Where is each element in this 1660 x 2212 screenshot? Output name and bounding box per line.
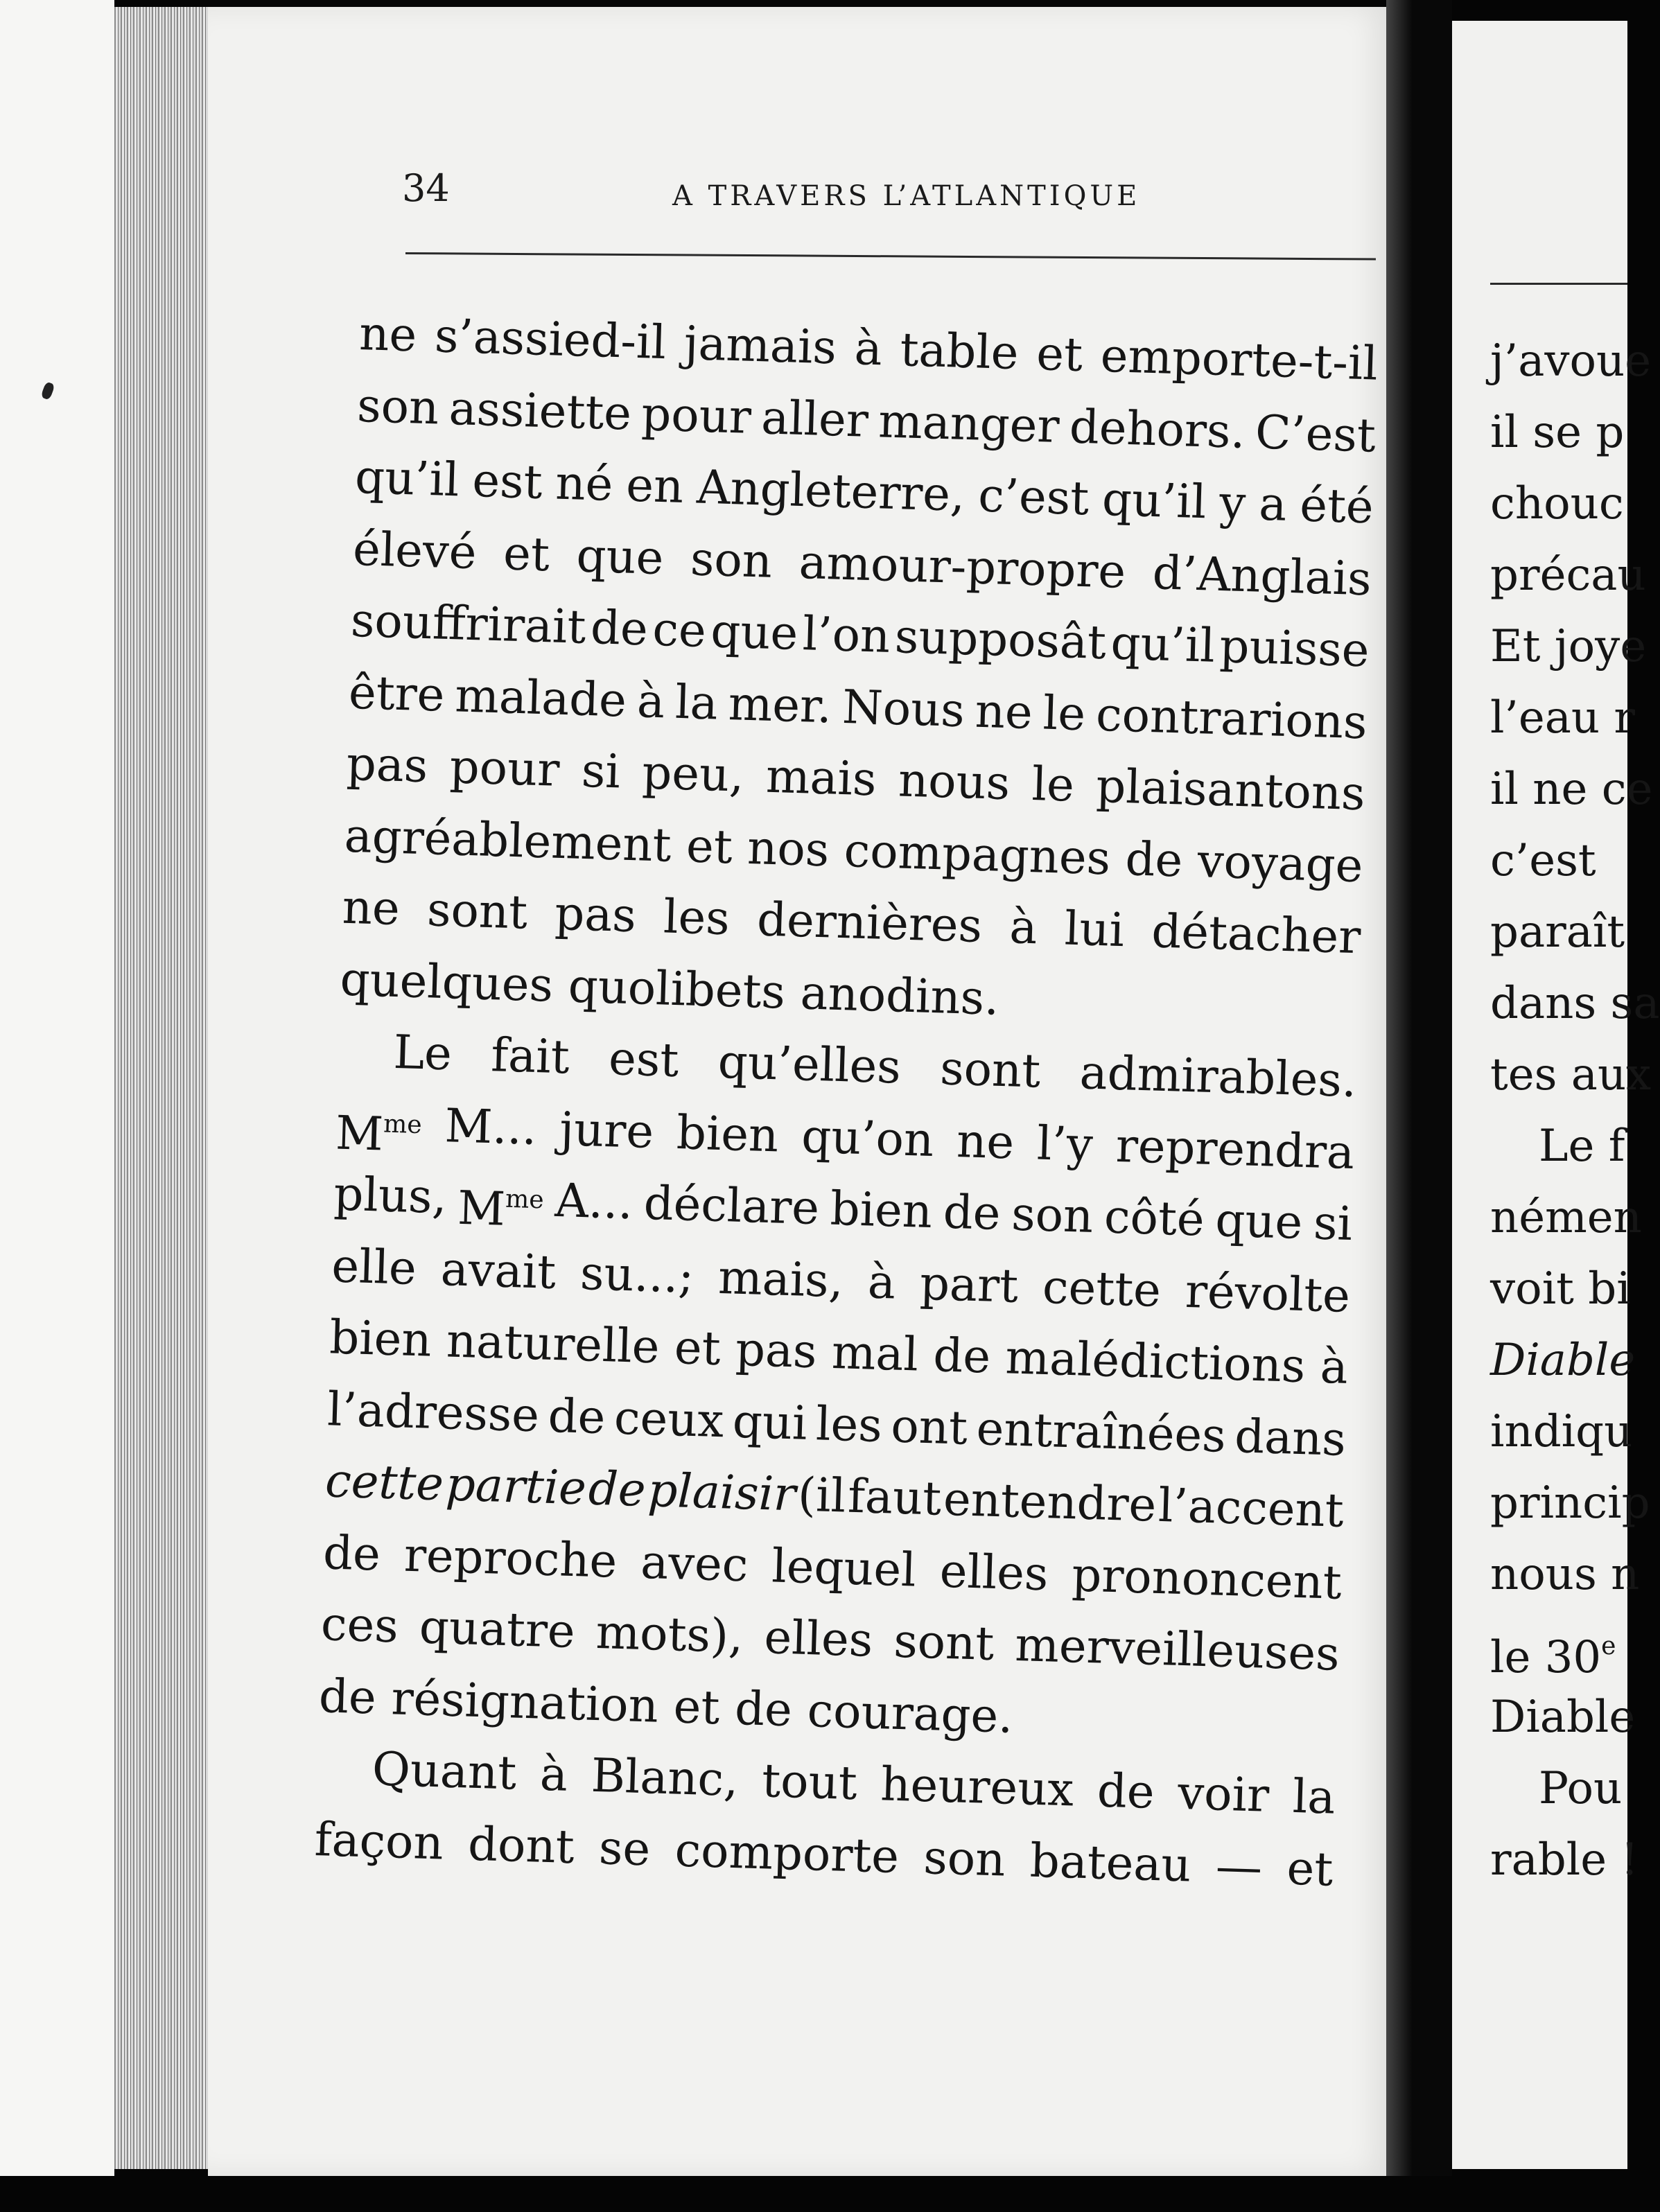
word: et [672,1678,721,1735]
word: merveilleuses [1014,1617,1340,1681]
word: qui [731,1394,808,1450]
word: son [923,1829,1006,1887]
word: admirables. [1078,1045,1358,1108]
word: manger [877,393,1060,453]
word: heureux [880,1757,1075,1817]
word: cette [1042,1259,1162,1317]
word: Quant [371,1741,518,1800]
word: table [899,322,1020,380]
word: quatre [418,1599,576,1659]
text-line-fragment: précau [1490,550,1646,601]
word: de [932,1328,992,1384]
word: supposât [893,609,1108,670]
ink-speck [40,381,55,400]
word: plaisantons [1095,758,1366,821]
word: fait [490,1028,570,1085]
word: tout [761,1753,858,1811]
word: peu, [641,745,745,802]
running-title: A TRAVERS L’ATLANTIQUE [672,180,1141,212]
word: amour-propre [798,534,1127,599]
word: mots), [595,1604,744,1664]
word: su...; [579,1245,695,1304]
word: contrarions [1095,687,1368,749]
text-line-fragment: Le f [1539,1121,1625,1172]
word: Blanc, [590,1748,740,1807]
word: Nous [841,679,966,737]
word: avait [439,1241,557,1299]
word: nos [746,820,830,877]
text-line-fragment: il se p [1490,407,1625,458]
text-line-fragment: voit bi [1490,1263,1631,1315]
word: comporte [674,1822,900,1884]
word: bien [676,1105,780,1162]
word: compagnes [843,823,1112,885]
word: malédictions [1004,1330,1307,1394]
text-line-fragment: indiqu [1490,1406,1633,1457]
word: entraînées [975,1401,1227,1463]
word: les [663,889,731,946]
word: si [580,743,621,799]
text-line-fragment: nous n [1490,1549,1640,1600]
book-gutter [1386,0,1452,2212]
word: entendre [943,1471,1157,1532]
word: la [674,674,719,730]
word: voir [1177,1765,1270,1823]
word: son [1011,1186,1094,1243]
word: sont [939,1041,1042,1098]
right-header-rule [1490,283,1627,285]
word: mal [830,1324,920,1382]
text-line-fragment: dans sa [1490,978,1660,1029]
word: et [1286,1841,1334,1897]
word: plus, [333,1166,448,1224]
word: à [853,321,883,376]
text-line-fragment: il ne ce [1490,764,1653,815]
word: puisse [1218,619,1370,678]
word: dans [1234,1408,1347,1466]
word: mais [765,748,877,807]
word: les [815,1396,883,1452]
text-line-fragment: l’eau r [1490,692,1635,744]
word: aller [760,389,869,448]
word: (il [797,1467,847,1523]
word: à [539,1746,569,1802]
word: le [1031,757,1076,812]
word: de [587,1461,647,1517]
word: quolibets [567,958,787,1019]
word: est [471,453,543,509]
word: Le [392,1024,453,1081]
word: dernières [756,892,984,953]
word: si [1313,1195,1354,1252]
word: C’est [1255,404,1377,463]
word: Angleterre, [696,459,966,522]
word: pas [345,736,429,793]
word: à [866,1254,897,1310]
word: malade [454,667,628,728]
right-page-text [1490,326,1660,1896]
text-line-fragment: rable ! [1490,1834,1639,1886]
word: qu’il [1110,615,1216,673]
word: souffrirait [350,592,587,654]
word: pour [640,386,753,444]
word: de [547,1388,606,1444]
word: plaisir [647,1463,797,1522]
word: bien [829,1181,934,1239]
word: ceux [613,1390,725,1448]
word: l’accent [1157,1477,1345,1538]
word: de [1096,1763,1155,1819]
word: ne [956,1113,1015,1169]
word: détacher [1151,904,1362,965]
word: pour [448,739,561,797]
word: ne [974,683,1033,739]
word: ce [652,602,707,658]
word: $M^{me}$ [457,1180,545,1236]
text-line-fragment: Pou [1539,1763,1623,1814]
word: agréablement [343,808,672,872]
word: sont [426,882,529,940]
word: voyage [1196,833,1364,893]
word: naturelle [446,1313,661,1374]
word: le [1042,685,1087,741]
word: y [1218,475,1247,531]
word: révolte [1184,1263,1352,1323]
word: elles [938,1543,1049,1601]
scan-bottom-band [0,2176,1627,2212]
word: qu’il [354,449,460,507]
word: mais, [717,1249,845,1308]
text-line-fragment: chouc [1490,478,1624,529]
word: être [347,665,446,722]
word: lui [1063,901,1126,958]
scan-left-margin [0,0,114,2212]
word: ne [341,879,401,936]
word: l’adresse [326,1381,541,1442]
word: à [1008,899,1038,955]
word: né [554,455,614,511]
word: son [356,378,440,434]
text-line-fragment: tes aux [1490,1049,1652,1100]
left-page-text [313,298,1379,1906]
word: cette [324,1453,445,1511]
text-line-fragment: princip [1490,1477,1650,1529]
word: de [942,1184,1002,1240]
word: ne [358,306,418,362]
word: à [1319,1339,1349,1394]
text-line-fragment: Diable [1490,1335,1636,1386]
word: l’on [801,606,891,663]
word: de [590,600,649,656]
word: déclare [643,1175,821,1236]
word: prononcent [1071,1547,1343,1610]
word: $M^{me}$ [335,1105,423,1161]
word: qu’elles [717,1034,902,1094]
text-line-fragment: c’est [1490,835,1596,886]
word: dehors. [1068,398,1246,459]
word: et [673,1320,722,1376]
word: s’assied-il [434,308,667,370]
word: à [636,673,666,728]
word: élevé [352,521,478,579]
word: bateau [1029,1833,1192,1893]
word: façon [313,1811,444,1870]
word: côté [1103,1189,1205,1247]
word: assiette [448,380,633,441]
word: dont [467,1816,575,1874]
word: anodins. [799,965,1000,1026]
word: été [1299,477,1374,534]
word: et [1036,326,1084,382]
word: son [689,531,774,588]
word: a [1258,476,1288,532]
word: elles [763,1610,874,1667]
word: pas [554,886,637,943]
word: d’Anglais [1151,545,1372,606]
word: se [598,1820,652,1876]
word: courage. [806,1683,1014,1744]
word: — [1214,1838,1264,1895]
word: faut [847,1468,943,1526]
word: avec [640,1534,749,1592]
word: ces [320,1597,399,1653]
word: partie [444,1457,588,1516]
word: que [710,604,799,660]
word: de [317,1668,377,1725]
word: sont [893,1613,995,1671]
page-edges [114,7,211,2169]
word: nous [897,753,1011,811]
word: la [1291,1768,1336,1825]
word: reprendra [1115,1118,1356,1179]
word: et [685,818,733,874]
word: qu’il [1101,471,1207,529]
word: c’est [977,468,1090,526]
word: reproche [403,1527,618,1588]
text-line-fragment: Diable [1490,1692,1636,1743]
word: qu’on [801,1108,935,1167]
word: jure [559,1101,655,1159]
word: en [625,457,685,514]
word: de [1124,831,1184,888]
word: quelques [339,951,554,1012]
word: elle [331,1238,417,1295]
text-line-fragment: j’avoue [1490,335,1652,387]
word: pas [735,1322,818,1379]
word: M... [444,1098,538,1155]
word: de [322,1525,381,1581]
running-head [402,166,1372,222]
word: A... [554,1173,634,1230]
word: que [575,527,665,585]
word: mer. [727,676,833,733]
word: est [608,1031,680,1088]
word: que [1214,1193,1304,1249]
word: ont [890,1398,969,1455]
word: jamais [683,315,837,375]
text-line-fragment: le 30e [1490,1632,1616,1683]
word: de [734,1680,794,1737]
text-line-fragment: paraît [1490,906,1625,958]
word: emporte-t-il [1099,328,1379,391]
text-line-fragment: Et joye [1490,621,1647,672]
page-number: 34 [402,166,450,210]
word: bien [329,1310,433,1367]
word: l’y [1036,1116,1094,1172]
word: et [503,525,550,581]
text-line-fragment: némen [1490,1192,1642,1243]
word: résignation [390,1670,659,1733]
word: part [919,1256,1020,1313]
word: lequel [771,1538,917,1597]
